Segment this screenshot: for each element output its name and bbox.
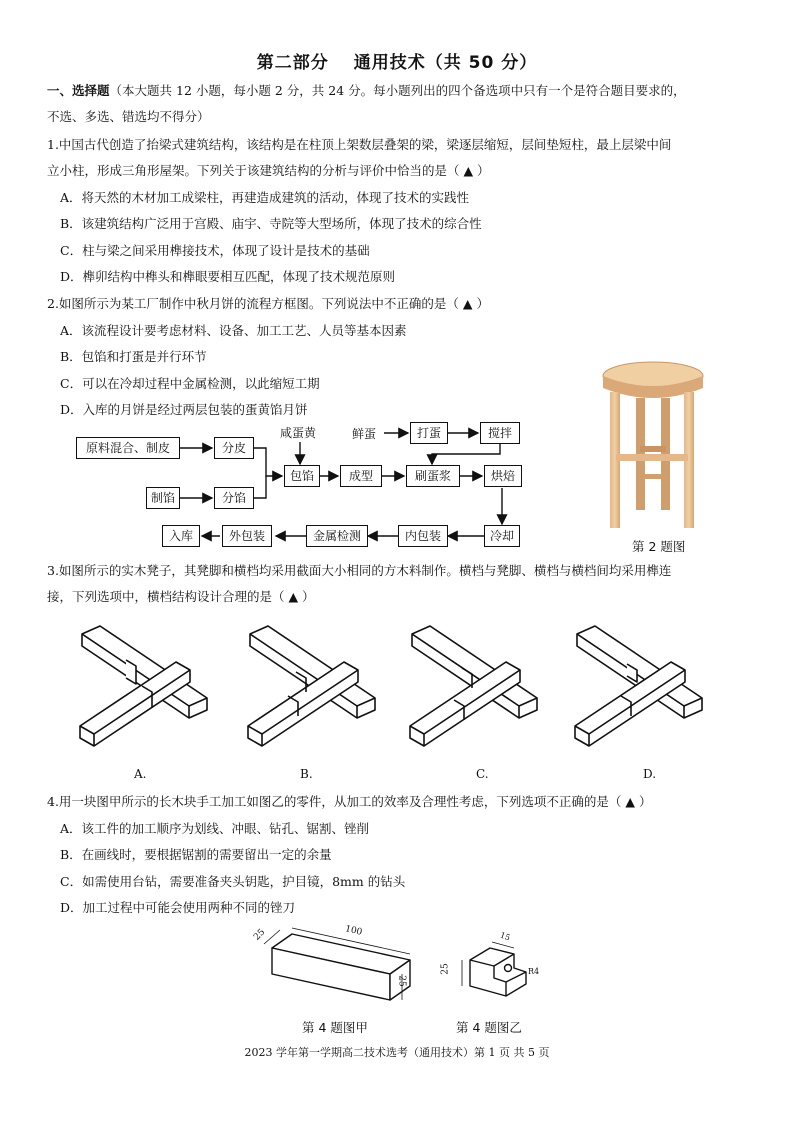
- q4-figure-a-block: [250, 920, 420, 1010]
- q3-option-label-c: C.: [476, 767, 489, 781]
- page-footer: 2023 学年第一学期高二技术选考（通用技术）第 1 页 共 5 页: [244, 1046, 550, 1059]
- flow-stir: 搅拌: [480, 422, 520, 444]
- fig-a-dim-length: 100: [344, 924, 364, 938]
- section-intro-1: （本大题共 12 小题，每小题 2 分，共 24 分。每小题列出的四个备选项中只有一个是符合题目要求的，: [109, 83, 686, 98]
- flow-bake: 烘焙: [484, 465, 522, 487]
- q4-option-a: A．该工件的加工顺序为划线、冲眼、钻孔、锯割、锉削: [60, 821, 370, 836]
- page-title: 第二部分 通用技术（共 50 分）: [256, 53, 538, 73]
- q1-stem-1: 1.中国古代创造了抬梁式建筑结构，该结构是在柱顶上架数层叠架的梁，梁逐层缩短，层间垫短柱，最上层梁中间: [47, 137, 672, 152]
- flow-cool: 冷却: [484, 525, 520, 547]
- q3-stem-2: 接，下列选项中，横档结构设计合理的是（ ▲ ）: [47, 589, 315, 604]
- flow-raw-material: 原料混合、制皮: [76, 437, 180, 459]
- stool-image: [588, 356, 718, 536]
- q1-option-a: A．将天然的木材加工成梁柱，再建造成建筑的活动，体现了技术的实践性: [60, 190, 470, 205]
- joint-option-b: [248, 626, 375, 746]
- q1-option-b: B．该建筑结构广泛用于宫殿、庙宇、寺院等大型场所，体现了技术的综合性: [60, 216, 482, 231]
- q3-option-label-d: D.: [643, 767, 657, 781]
- q1-stem-2: 立小柱，形成三角形屋架。下列关于该建筑结构的分析与评价中恰当的是（ ▲ ）: [47, 163, 490, 178]
- q4-option-b: B．在画线时，要根据锯割的需要留出一定的余量: [60, 847, 332, 862]
- flow-egg-yolk: 咸蛋黄: [280, 426, 317, 440]
- q4-figure-a-caption: 第 4 题图甲: [302, 1020, 368, 1035]
- q4-stem: 4.用一块图甲所示的长木块手工加工如图乙的零件，从加工的效率及合理性考虑，下列选项不正确的是（ ▲ ）: [47, 794, 652, 809]
- flow-split-filling: 分馅: [214, 487, 254, 509]
- flow-shape: 成型: [340, 465, 382, 487]
- q4-option-c: C．如需使用台钻，需要准备夹头钥匙，护目镜，8mm 的钻头: [60, 874, 406, 889]
- q2-option-b: B．包馅和打蛋是并行环节: [60, 349, 207, 364]
- fig-b-dim-top: 15: [498, 930, 512, 943]
- flow-metal-check: 金属检测: [306, 525, 368, 547]
- joint-drawings: [72, 620, 712, 760]
- q1-option-d: D．榫卯结构中榫头和榫眼要相互匹配，体现了技术规范原则: [60, 269, 396, 284]
- joint-option-c: [410, 626, 537, 746]
- q3-option-label-b: B.: [300, 767, 313, 781]
- joint-option-d: [575, 626, 702, 746]
- fig-b-dim-side: 25: [440, 963, 451, 975]
- fig-b-dim-radius: R4: [528, 967, 540, 976]
- joint-option-a: [80, 626, 207, 746]
- fig-a-dim-width: 25: [252, 927, 268, 943]
- flow-wrap-filling: 包馅: [284, 465, 320, 487]
- q2-stem: 2.如图所示为某工厂制作中秋月饼的流程方框图。下列说法中不正确的是（ ▲ ）: [47, 296, 489, 311]
- flow-make-filling: 制馅: [146, 487, 180, 509]
- flow-inner-pack: 内包装: [398, 525, 448, 547]
- q3-stem-1: 3.如图所示的实木凳子，其凳脚和横档均采用截面大小相同的方木料制作。横档与凳脚、横档与横档间均采用榫连: [47, 563, 672, 578]
- q4-figure-b-caption: 第 4 题图乙: [456, 1020, 522, 1035]
- q4-option-d: D．加工过程中可能会使用两种不同的锉刀: [60, 900, 296, 915]
- flow-outer-pack: 外包装: [222, 525, 272, 547]
- section-intro-2: 不选、多选、错选均不得分）: [47, 109, 210, 124]
- fig-a-dim-height: 25: [396, 975, 407, 987]
- section-heading: 一、选择题: [47, 83, 110, 98]
- flow-beat-egg: 打蛋: [410, 422, 448, 444]
- q2-option-c: C．可以在冷却过程中金属检测，以此缩短工期: [60, 376, 320, 391]
- flow-split-skin: 分皮: [214, 437, 254, 459]
- flow-storage: 入库: [162, 525, 200, 547]
- q3-option-label-a: A.: [134, 767, 147, 781]
- flow-brush-egg: 刷蛋浆: [406, 465, 460, 487]
- flow-fresh-egg: 鲜蛋: [352, 427, 377, 441]
- q2-figure-caption: 第 2 题图: [632, 539, 686, 554]
- q1-option-c: C．柱与梁之间采用榫接技术，体现了设计是技术的基础: [60, 243, 370, 258]
- q2-option-d: D．入库的月饼是经过两层包装的蛋黄馅月饼: [60, 402, 308, 417]
- q2-option-a: A．该流程设计要考虑材料、设备、加工工艺、人员等基本因素: [60, 323, 407, 338]
